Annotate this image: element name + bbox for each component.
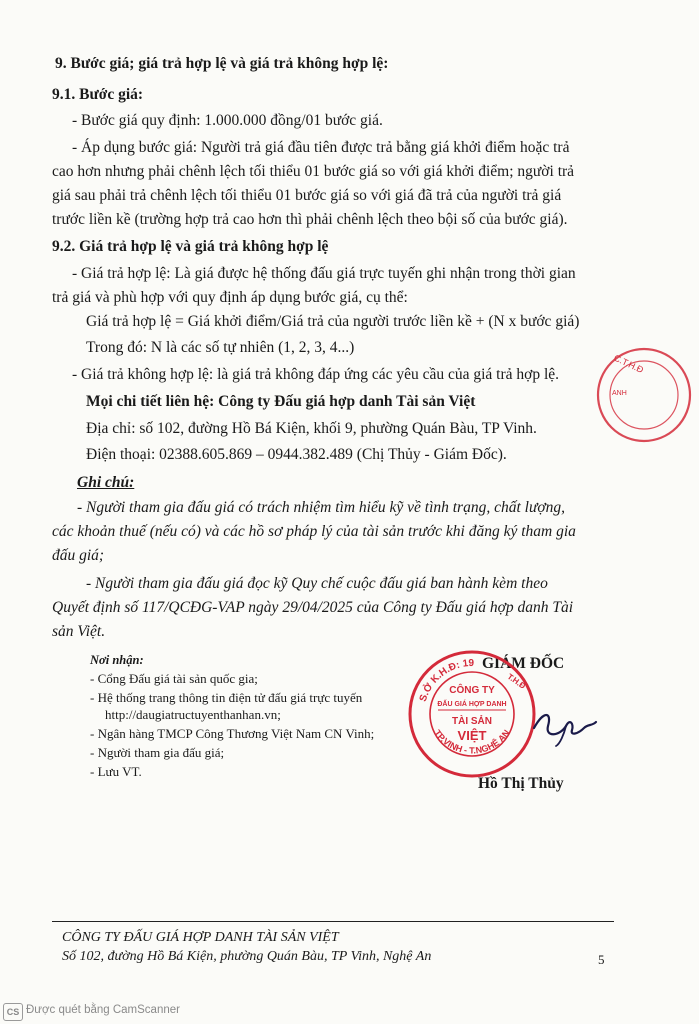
invalid-bid: - Giá trả không hợp lệ: là giá trả không đáp ứng các yêu cầu của giá trả hợp lệ. <box>72 366 560 383</box>
page-number: 5 <box>598 952 605 967</box>
camscanner-logo-icon: CS <box>3 1003 23 1021</box>
seal-line-4: VIỆT <box>457 728 487 743</box>
bid-step-value: - Bước giá quy định: 1.000.000 đồng/01 bước giá. <box>72 112 383 129</box>
handwritten-signature <box>530 700 600 750</box>
contact-address: Địa chỉ: số 102, đường Hồ Bá Kiện, khối 9, phường Quán Bàu, TP Vinh. <box>86 420 537 437</box>
section-9-heading: 9. Bước giá; giá trả hợp lệ và giá trả không hợp lệ: <box>55 55 389 72</box>
contact-phone: Điện thoại: 02388.605.869 – 0944.382.489 (Chị Thủy - Giám Đốc). <box>86 446 507 463</box>
contact-title: Mọi chi tiết liên hệ: Công ty Đấu giá hợp danh Tài sản Việt <box>86 393 476 410</box>
note-title: Ghi chú: <box>77 474 135 491</box>
bid-step-rule-line3: giá sau phải trả chênh lệch tối thiểu 01 bước giá so với giá đã trả của người trả giá <box>52 187 562 204</box>
partial-stamp-text-1: C.T.H.Đ <box>612 352 646 376</box>
seal-line-2: ĐẤU GIÁ HỢP DANH <box>437 701 507 708</box>
formula-where: Trong đó: N là các số tự nhiên (1, 2, 3, 4...) <box>86 339 355 356</box>
recipients-title: Nơi nhận: <box>90 653 144 667</box>
company-seal <box>406 648 538 780</box>
footer-address: Số 102, đường Hồ Bá Kiện, phường Quán Bàu, TP Vinh, Nghệ An <box>62 949 432 964</box>
seal-ring-top: S.Ở K.H.Đ: 19 <box>417 657 475 704</box>
partial-stamp <box>594 345 694 445</box>
seal-ring-bottom: TP.VINH - T.NGHỆ AN <box>432 727 512 756</box>
valid-bid-line2: trả giá và phù hợp với quy định áp dụng bước giá, cụ thể: <box>52 289 408 306</box>
footer-divider <box>52 921 614 922</box>
camscanner-watermark: Được quét bằng CamScanner <box>26 1004 180 1016</box>
note-2-line1: - Người tham gia đấu giá đọc kỹ Quy chế cuộc đấu giá ban hành kèm theo <box>86 575 548 592</box>
signature-role: GIÁM ĐỐC <box>482 655 565 672</box>
section-9-2-heading: 9.2. Giá trả hợp lệ và giá trả không hợp lệ <box>52 238 329 255</box>
bid-step-rule-line4: trước liền kề (trường hợp trả cao hơn thì phải chênh lệch theo bội số của bước giá). <box>52 211 568 228</box>
valid-bid-line1: - Giá trả hợp lệ: Là giá được hệ thống đấu giá trực tuyến ghi nhận trong thời gian <box>72 265 576 282</box>
recipient-3: - Ngân hàng TMCP Công Thương Việt Nam CN Vinh; <box>90 726 375 741</box>
recipient-5: - Lưu VT. <box>90 764 142 779</box>
note-1-line3: đấu giá; <box>52 547 105 564</box>
recipient-2-url: http://daugiatructuyenthanhan.vn; <box>105 707 281 722</box>
seal-line-1: CÔNG TY <box>449 685 495 696</box>
recipient-4: - Người tham gia đấu giá; <box>90 745 225 760</box>
note-2-line3: sản Việt. <box>52 623 106 640</box>
recipient-2-line1: - Hệ thống trang thông tin điện tử đấu giá trực tuyến <box>90 690 363 705</box>
recipient-1: - Cổng Đấu giá tài sản quốc gia; <box>90 671 258 686</box>
bid-step-rule-line2: cao hơn nhưng phải chênh lệch tối thiểu 01 bước giá so với giá khởi điểm; người trả <box>52 163 575 180</box>
partial-stamp-text-2: ANH <box>612 390 627 397</box>
note-1-line1: - Người tham gia đấu giá có trách nhiệm tìm hiểu kỹ về tình trạng, chất lượng, <box>77 499 566 516</box>
note-1-line2: các khoản thuế (nếu có) và các hồ sơ pháp lý của tài sản trước khi đăng ký tham gia <box>52 523 576 540</box>
bid-step-rule-line1: - Áp dụng bước giá: Người trả giá đầu tiên được trả bằng giá khởi điểm hoặc trả <box>72 139 570 156</box>
signer-name: Hồ Thị Thủy <box>478 775 564 792</box>
seal-line-3: TÀI SẢN <box>452 716 492 727</box>
footer-company: CÔNG TY ĐẤU GIÁ HỢP DANH TÀI SẢN VIỆT <box>62 930 339 945</box>
note-2-line2: Quyết định số 117/QCĐG-VAP ngày 29/04/2025 của Công ty Đấu giá hợp danh Tài <box>52 599 574 616</box>
section-9-1-heading: 9.1. Bước giá: <box>52 86 144 103</box>
seal-ring-right: T.H.Đ <box>505 671 528 691</box>
valid-bid-formula: Giá trả hợp lệ = Giá khởi điểm/Giá trả của người trước liền kề + (N x bước giá) <box>86 313 580 330</box>
